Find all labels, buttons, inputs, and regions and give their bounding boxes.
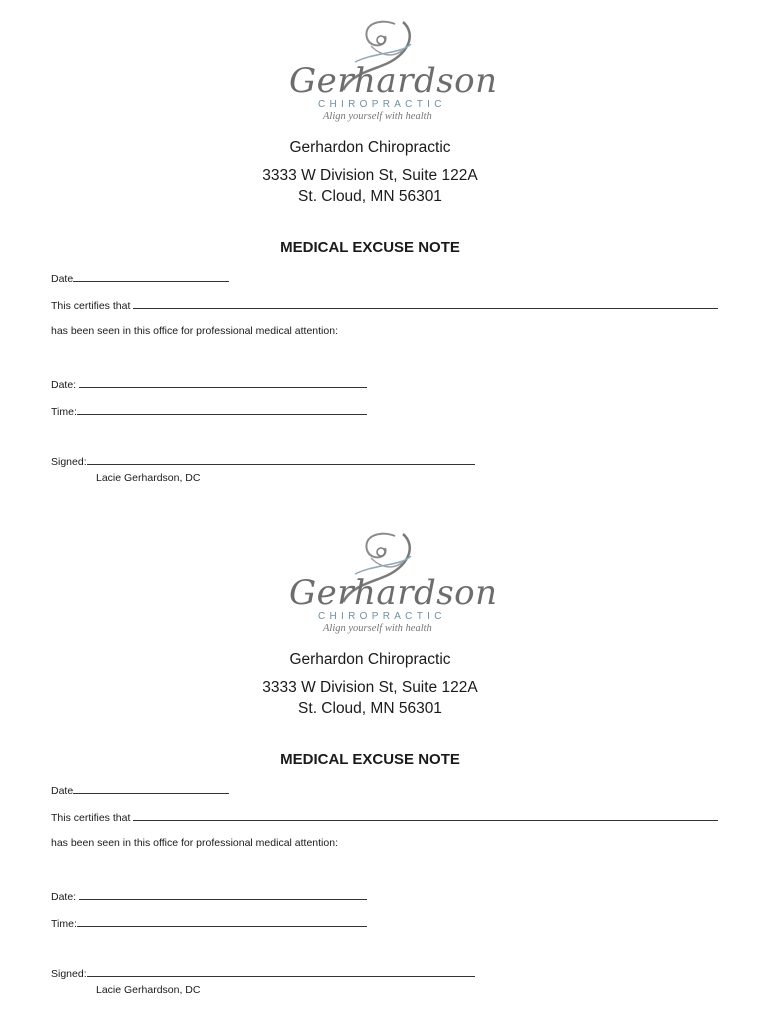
logo-subtitle: CHIROPRACTIC <box>318 99 446 110</box>
visit-date-label: Date: <box>51 379 77 391</box>
address-line-1: 3333 W Division St, Suite 122A <box>262 679 478 696</box>
doctor-name: Lacie Gerhardson, DC <box>96 472 201 484</box>
patient-name-blank-line[interactable] <box>133 810 718 821</box>
certifies-field-row <box>51 810 718 825</box>
date-label: Date <box>51 785 74 797</box>
address-line-2: St. Cloud, MN 56301 <box>298 700 442 717</box>
practice-name: Gerhardon Chiropractic <box>289 651 451 668</box>
doctor-name: Lacie Gerhardson, DC <box>96 984 201 996</box>
logo-tagline: Align yourself with health <box>323 111 432 122</box>
time-blank-line[interactable] <box>77 404 367 415</box>
visit-date-blank-line[interactable] <box>79 889 367 900</box>
signed-label: Signed: <box>51 968 87 980</box>
time-label: Time: <box>51 918 77 930</box>
practice-name: Gerhardon Chiropractic <box>289 139 451 156</box>
visit-date-field-row <box>51 377 367 392</box>
signed-label: Signed: <box>51 456 87 468</box>
practice-logo <box>285 16 498 128</box>
note-title: MEDICAL EXCUSE NOTE <box>280 239 460 256</box>
date-blank-line[interactable] <box>73 783 229 794</box>
note-title: MEDICAL EXCUSE NOTE <box>280 751 460 768</box>
signature-field-row <box>51 454 475 469</box>
excuse-note <box>0 512 770 1024</box>
logo-tagline: Align yourself with health <box>323 623 432 634</box>
address-line-2: St. Cloud, MN 56301 <box>298 188 442 205</box>
practice-logo <box>285 528 498 640</box>
date-label: Date <box>51 273 74 285</box>
signature-field-row <box>51 966 475 981</box>
patient-name-blank-line[interactable] <box>133 298 718 309</box>
time-label: Time: <box>51 406 77 418</box>
logo-wordmark: Gerhardson <box>289 61 498 101</box>
signature-blank-line[interactable] <box>87 966 475 977</box>
certifies-label: This certifies that <box>51 300 131 312</box>
date-blank-line[interactable] <box>73 271 229 282</box>
visit-date-field-row <box>51 889 367 904</box>
time-blank-line[interactable] <box>77 916 367 927</box>
seen-statement: has been seen in this office for professional medical attention: <box>51 325 338 337</box>
certifies-field-row <box>51 298 718 313</box>
time-field-row <box>51 916 367 931</box>
date-field-row <box>51 271 229 286</box>
logo-wordmark: Gerhardson <box>289 573 498 613</box>
signature-blank-line[interactable] <box>87 454 475 465</box>
time-field-row <box>51 404 367 419</box>
seen-statement: has been seen in this office for professional medical attention: <box>51 837 338 849</box>
logo-subtitle: CHIROPRACTIC <box>318 611 446 622</box>
visit-date-label: Date: <box>51 891 77 903</box>
certifies-label: This certifies that <box>51 812 131 824</box>
address-line-1: 3333 W Division St, Suite 122A <box>262 167 478 184</box>
date-field-row <box>51 783 229 798</box>
visit-date-blank-line[interactable] <box>79 377 367 388</box>
